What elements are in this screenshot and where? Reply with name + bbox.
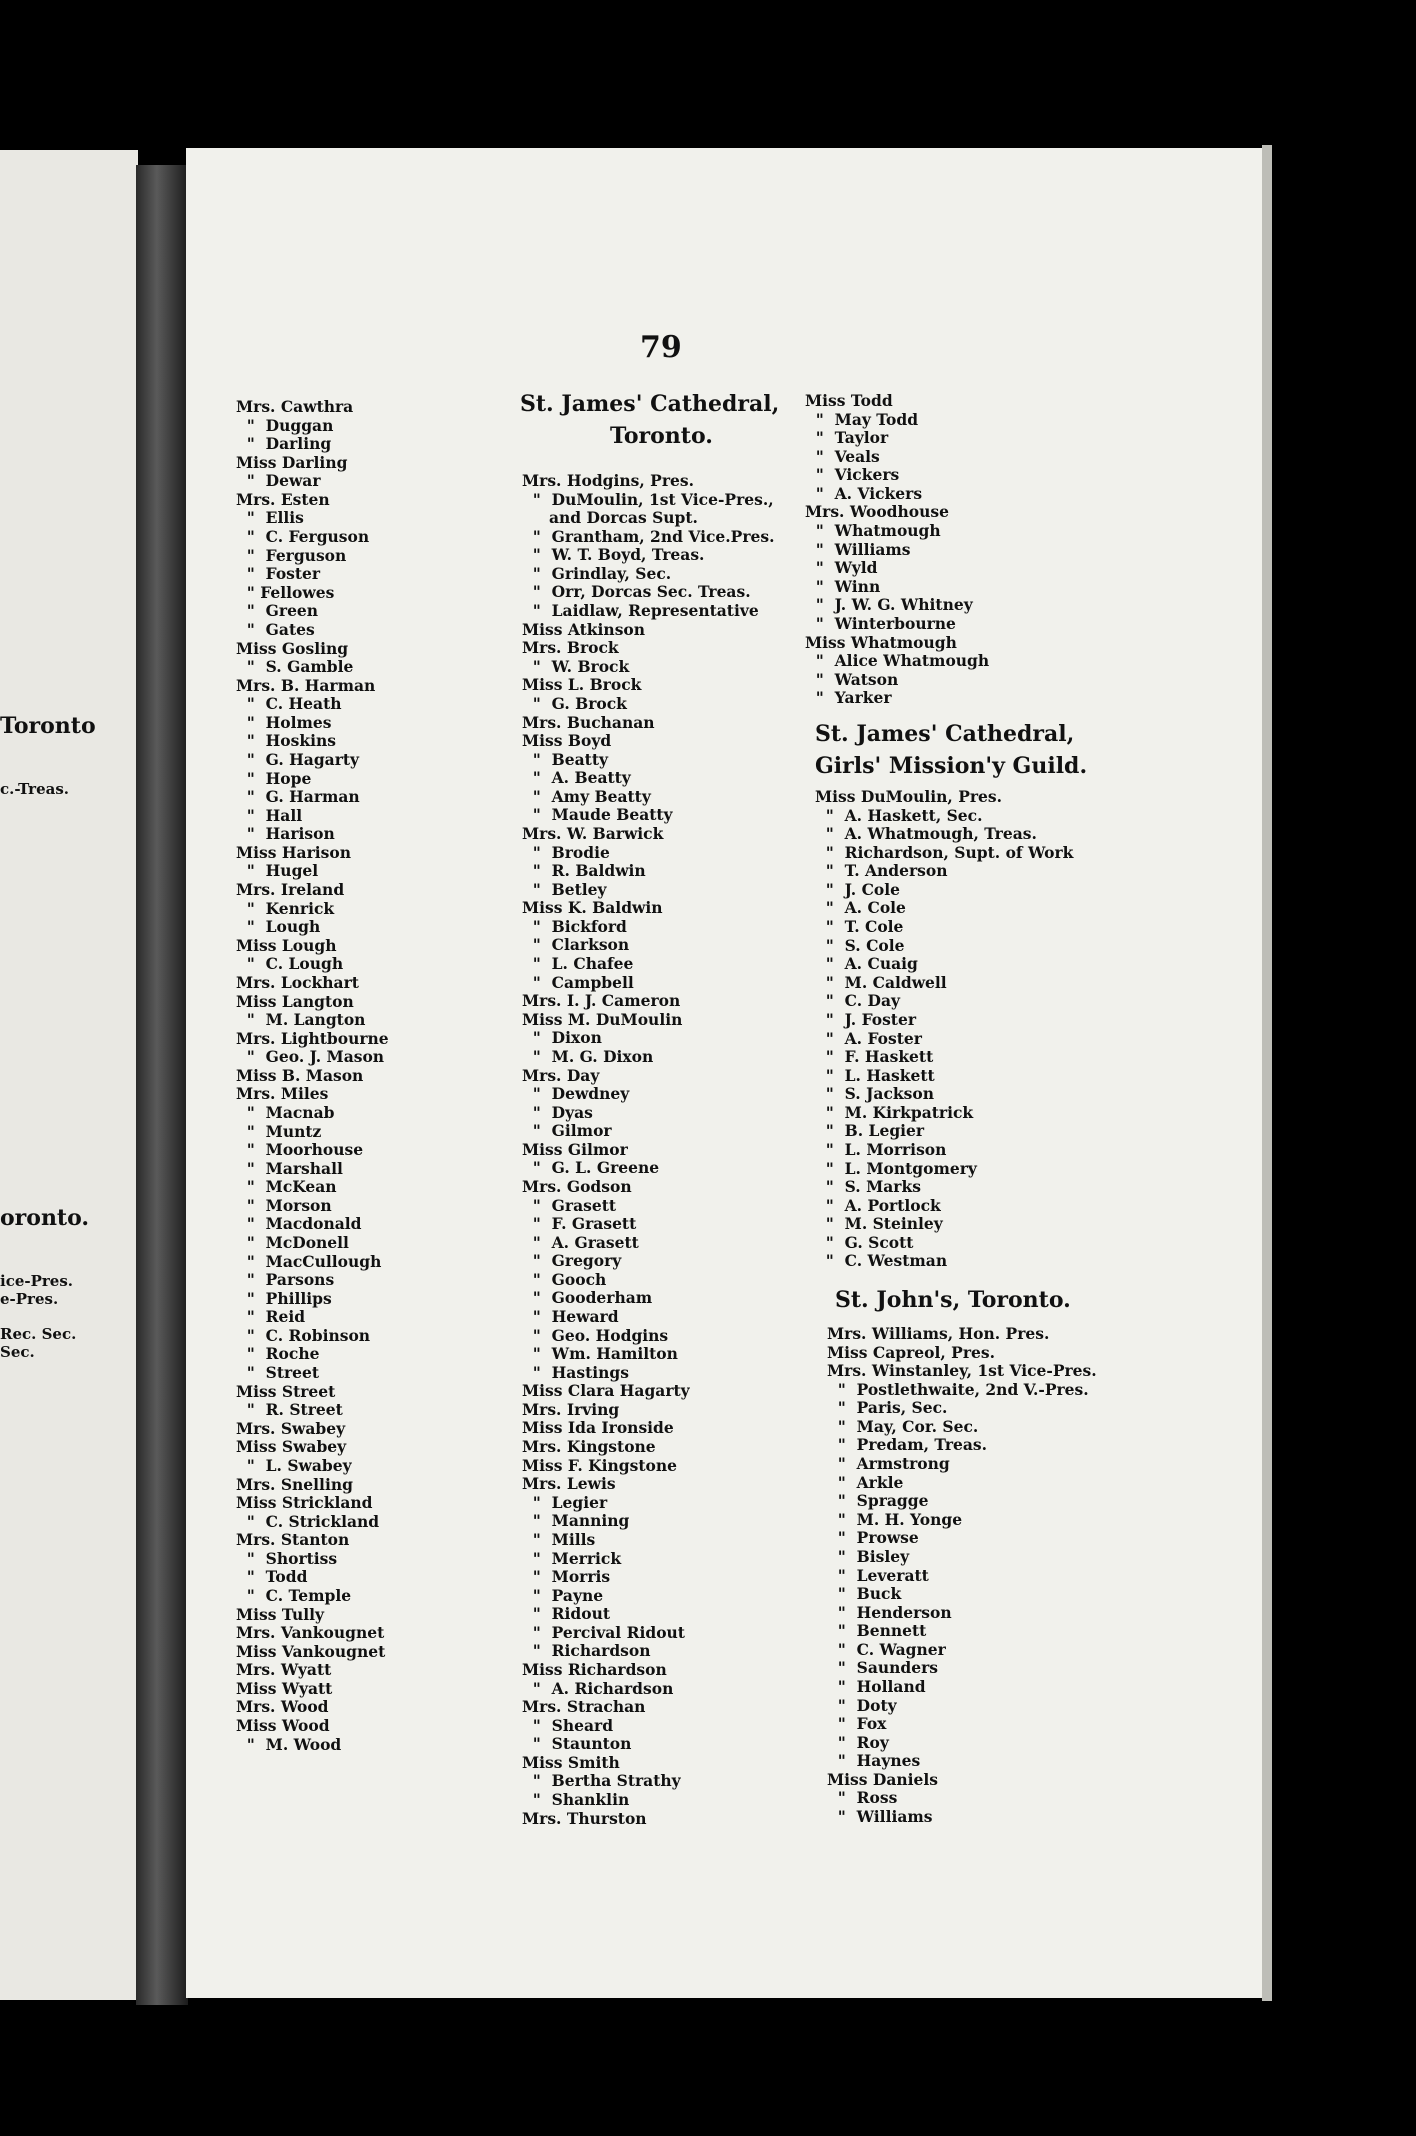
member-entry: " Richardson <box>522 1641 651 1661</box>
member-list-column-2 <box>522 472 774 1828</box>
section-heading-toronto: Toronto. <box>610 423 713 449</box>
member-entry: Mrs. Kingstone <box>522 1437 656 1457</box>
member-entry: Miss Street <box>236 1381 336 1401</box>
member-entry: " Percival Ridout <box>522 1622 685 1642</box>
member-entry: " Gilmor <box>522 1121 612 1141</box>
member-entry: Mrs. Ireland <box>236 880 345 900</box>
member-list-column-1 <box>236 398 389 1754</box>
member-entry: " Ferguson <box>236 545 347 565</box>
member-entry: " Marshall <box>236 1158 343 1178</box>
member-entry: " McDonell <box>236 1233 349 1253</box>
member-entry: " Predam, Treas. <box>827 1435 988 1455</box>
member-entry: Mrs. I. J. Cameron <box>522 991 681 1011</box>
member-entry: " Holland <box>827 1676 926 1696</box>
member-entry: Mrs. Godson <box>522 1176 632 1196</box>
member-entry: " Maude Beatty <box>522 805 673 825</box>
member-entry: " Ridout <box>522 1604 611 1624</box>
member-entry: " Beatty <box>522 749 608 769</box>
member-entry: " Bennett <box>827 1621 927 1641</box>
member-entry: " Legier <box>522 1492 608 1512</box>
member-entry: Mrs. Cawthra <box>236 397 354 416</box>
member-entry: " Haynes <box>827 1751 921 1771</box>
member-entry: " MacCullough <box>236 1251 382 1271</box>
member-entry: " Green <box>236 601 319 621</box>
member-entry: " Bickford <box>522 916 627 936</box>
member-entry: " Sheard <box>522 1715 614 1735</box>
member-entry: " Doty <box>827 1695 897 1715</box>
member-entry: " Buck <box>827 1584 902 1604</box>
member-entry: Miss Capreol, Pres. <box>827 1342 995 1362</box>
member-entry: Miss Vankougnet <box>236 1641 386 1661</box>
member-entry: " Paris, Sec. <box>827 1398 948 1418</box>
member-entry: " Holmes <box>236 712 332 732</box>
member-entry: Miss K. Baldwin <box>522 898 663 918</box>
member-entry: " Gates <box>236 619 315 639</box>
member-entry: Miss M. DuMoulin <box>522 1009 683 1029</box>
member-entry: " G. Harman <box>236 787 360 807</box>
member-entry: Mrs. Vankougnet <box>236 1623 385 1643</box>
member-entry: Miss Wood <box>236 1716 330 1736</box>
member-entry: " Shanklin <box>522 1790 630 1810</box>
member-entry: " S. Jackson <box>815 1084 934 1104</box>
member-entry: " A. Richardson <box>522 1678 674 1698</box>
member-entry: " Laidlaw, Representative <box>522 601 759 621</box>
member-entry: " Dixon <box>522 1028 602 1048</box>
member-entry: " Muntz <box>236 1121 322 1141</box>
member-entry: " Street <box>236 1363 320 1383</box>
member-entry: " Darling <box>236 434 332 454</box>
member-entry: " W. T. Boyd, Treas. <box>522 545 705 565</box>
member-entry: " A. Vickers <box>805 483 923 503</box>
member-entry: Mrs. Strachan <box>522 1697 646 1717</box>
member-entry: " Amy Beatty <box>522 786 651 806</box>
member-entry: " Wyld <box>805 558 878 578</box>
member-entry: " Manning <box>522 1511 630 1531</box>
member-entry: " W. Brock <box>522 656 630 676</box>
member-entry: " Ellis <box>236 508 304 528</box>
member-entry: " Shortiss <box>236 1548 338 1568</box>
member-entry: " F. Haskett <box>815 1047 934 1067</box>
member-entry: Mrs. Snelling <box>236 1474 353 1494</box>
member-entry: " S. Marks <box>815 1177 921 1197</box>
member-entry: " S. Gamble <box>236 657 354 677</box>
member-entry: Miss Wyatt <box>236 1678 333 1698</box>
member-entry: " Grantham, 2nd Vice.Pres. <box>522 526 775 546</box>
member-entry: " A. Portlock <box>815 1195 941 1215</box>
member-entry: " Gregory <box>522 1251 622 1271</box>
member-entry: " S. Cole <box>815 935 905 955</box>
member-entry: " Saunders <box>827 1658 939 1678</box>
member-entry: " A. Cuaig <box>815 954 918 974</box>
member-entry: Mrs. Brock <box>522 638 619 658</box>
member-entry: Mrs. Wyatt <box>236 1660 332 1680</box>
left-fragment: Sec. <box>0 1343 35 1361</box>
member-entry: " M. Langton <box>236 1010 366 1030</box>
section-heading-st-james-cathedral-guild: St. James' Cathedral, <box>815 721 1075 747</box>
member-entry: " Dewar <box>236 471 321 491</box>
left-fragment: ice-Pres. <box>0 1272 73 1290</box>
member-entry: Miss Tully <box>236 1604 325 1624</box>
section-heading-girls-missiony-guild: Girls' Mission'y Guild. <box>815 753 1088 779</box>
member-entry: and Dorcas Supt. <box>522 508 698 528</box>
member-entry: " Hugel <box>236 861 319 881</box>
member-entry: Miss Whatmough <box>805 632 957 652</box>
member-entry: " C. Heath <box>236 694 342 714</box>
member-entry: Miss Boyd <box>522 731 612 751</box>
book-spine <box>136 165 188 2005</box>
member-entry: Miss Gilmor <box>522 1139 628 1159</box>
member-entry: Miss Lough <box>236 935 337 955</box>
member-entry: " Roche <box>236 1344 320 1364</box>
member-entry: " Kenrick <box>236 898 335 918</box>
member-entry: " Merrick <box>522 1548 622 1568</box>
member-entry: " G. Brock <box>522 693 627 713</box>
member-entry: Mrs. Buchanan <box>522 712 655 732</box>
member-entry: " C. Ferguson <box>236 527 370 547</box>
member-entry: " Watson <box>805 669 899 689</box>
member-entry: " Macnab <box>236 1102 335 1122</box>
member-entry: " A. Foster <box>815 1028 922 1048</box>
member-entry: " G. L. Greene <box>522 1158 660 1178</box>
member-entry: " Hoskins <box>236 731 336 751</box>
member-entry: Mrs. Winstanley, 1st Vice-Pres. <box>827 1361 1097 1381</box>
guild-member-list <box>815 788 1073 1271</box>
member-entry: " Prowse <box>827 1528 919 1548</box>
member-entry: Mrs. Lewis <box>522 1474 616 1494</box>
member-entry: " L. Montgomery <box>815 1158 977 1178</box>
member-entry: " Alice Whatmough <box>805 651 990 671</box>
member-entry: " Grasett <box>522 1195 617 1215</box>
member-entry: " Fox <box>827 1714 887 1734</box>
member-entry: Mrs. Lightbourne <box>236 1028 389 1048</box>
member-entry: " J. Cole <box>815 879 901 899</box>
member-entry: " Hope <box>236 768 312 788</box>
member-entry: " Hall <box>236 805 303 825</box>
member-entry: " Phillips <box>236 1288 332 1308</box>
member-entry: " Moorhouse <box>236 1140 364 1160</box>
member-entry: " Williams <box>827 1807 933 1827</box>
member-entry: " A. Whatmough, Treas. <box>815 824 1037 844</box>
member-entry: " M. H. Yonge <box>827 1509 963 1529</box>
member-entry: Mrs. Esten <box>236 489 330 509</box>
member-entry: " Lough <box>236 917 321 937</box>
member-entry: Mrs. Miles <box>236 1084 329 1104</box>
member-entry: Mrs. Irving <box>522 1399 620 1419</box>
member-entry: " M. Kirkpatrick <box>815 1102 974 1122</box>
member-entry: " Armstrong <box>827 1454 950 1474</box>
member-entry: " Williams <box>805 539 911 559</box>
member-entry: " Taylor <box>805 428 889 448</box>
member-entry: " Leveratt <box>827 1565 929 1585</box>
page-edge <box>1262 145 1272 2001</box>
member-entry: Miss L. Brock <box>522 675 642 695</box>
left-fragment: c.-Treas. <box>0 780 70 798</box>
member-entry: Miss Todd <box>805 391 893 410</box>
member-entry: " F. Grasett <box>522 1214 637 1234</box>
member-entry: Miss Gosling <box>236 638 349 658</box>
member-entry: " Payne <box>522 1585 604 1605</box>
member-entry: Miss Daniels <box>827 1769 939 1789</box>
member-entry: " Morson <box>236 1195 332 1215</box>
left-fragment: e-Pres. <box>0 1290 59 1308</box>
member-entry: " Gooch <box>522 1269 607 1289</box>
member-entry: Mrs. Stanton <box>236 1530 350 1550</box>
member-entry: " May Todd <box>805 409 919 429</box>
member-entry: " T. Anderson <box>815 861 948 881</box>
left-page <box>0 150 138 2000</box>
member-entry: Mrs. Williams, Hon. Pres. <box>827 1324 1050 1343</box>
member-entry: " A. Beatty <box>522 768 631 788</box>
member-entry: Miss Langton <box>236 991 354 1011</box>
member-entry: Mrs. Thurston <box>522 1808 647 1828</box>
left-fragment: Toronto <box>0 713 96 739</box>
member-entry: " Harison <box>236 824 335 844</box>
member-entry: Miss Ida Ironside <box>522 1418 674 1438</box>
member-entry: " Orr, Dorcas Sec. Treas. <box>522 582 751 602</box>
member-entry: Miss DuMoulin, Pres. <box>815 787 1003 806</box>
member-entry: " C. Robinson <box>236 1325 371 1345</box>
member-entry: " G. Scott <box>815 1232 914 1252</box>
member-entry: " Whatmough <box>805 521 941 541</box>
member-entry: " A. Cole <box>815 898 906 918</box>
member-entry: " C. Temple <box>236 1586 352 1605</box>
member-entry: " L. Chafee <box>522 954 634 974</box>
member-entry: Miss Strickland <box>236 1493 373 1513</box>
member-entry: " Bisley <box>827 1546 910 1566</box>
member-entry: Miss Atkinson <box>522 619 646 639</box>
member-entry: Miss Harison <box>236 842 351 862</box>
member-entry: " Clarkson <box>522 935 630 955</box>
member-entry: Miss Darling <box>236 452 348 472</box>
member-entry: " Grindlay, Sec. <box>522 563 672 583</box>
left-fragment: oronto. <box>0 1205 90 1231</box>
member-entry: " Parsons <box>236 1270 335 1290</box>
member-entry: Miss Swabey <box>236 1437 347 1457</box>
member-entry: Mrs. W. Barwick <box>522 823 664 843</box>
member-entry: " Winterbourne <box>805 613 956 633</box>
member-entry: " C. Strickland <box>236 1511 380 1531</box>
member-entry: " J. Foster <box>815 1009 916 1029</box>
member-entry: " Wm. Hamilton <box>522 1344 678 1364</box>
member-entry: " R. Baldwin <box>522 861 646 881</box>
member-entry: " L. Swabey <box>236 1455 352 1475</box>
member-entry: Mrs. Day <box>522 1065 600 1085</box>
member-entry: " Staunton <box>522 1734 632 1754</box>
member-entry: " Spragge <box>827 1491 929 1511</box>
member-entry: Miss B. Mason <box>236 1065 364 1085</box>
member-entry: " Dewdney <box>522 1084 630 1104</box>
member-entry: " M. Caldwell <box>815 972 947 992</box>
member-entry: " Henderson <box>827 1602 952 1622</box>
member-entry: " Richardson, Supt. of Work <box>815 842 1074 862</box>
member-entry: " Todd <box>236 1567 308 1587</box>
member-entry: " Mills <box>522 1529 596 1549</box>
member-entry: " Dyas <box>522 1102 593 1122</box>
member-entry: Mrs. Hodgins, Pres. <box>522 471 694 490</box>
member-entry: Mrs. Woodhouse <box>805 502 949 522</box>
member-entry: " C. Wagner <box>827 1639 946 1659</box>
member-entry: " Geo. Hodgins <box>522 1325 669 1345</box>
member-entry: Mrs. Lockhart <box>236 972 359 992</box>
member-entry: Mrs. B. Harman <box>236 675 376 695</box>
member-entry: " M. G. Dixon <box>522 1046 654 1066</box>
member-entry: " C. Day <box>815 991 901 1011</box>
member-entry: " Yarker <box>805 688 892 708</box>
member-entry: " G. Hagarty <box>236 749 360 769</box>
member-entry: Mrs. Wood <box>236 1697 329 1717</box>
member-entry: " Macdonald <box>236 1214 362 1234</box>
member-entry: " R. Street <box>236 1400 343 1420</box>
member-entry: " B. Legier <box>815 1121 925 1141</box>
member-entry: " Morris <box>522 1567 611 1587</box>
member-entry: " M. Wood <box>236 1734 342 1754</box>
member-entry: Miss F. Kingstone <box>522 1455 677 1475</box>
member-entry: " McKean <box>236 1177 337 1197</box>
member-entry: " Geo. J. Mason <box>236 1047 385 1067</box>
member-entry: " DuMoulin, 1st Vice-Pres., <box>522 489 774 509</box>
member-entry: " T. Cole <box>815 917 904 937</box>
page-number: 79 <box>640 330 682 365</box>
member-entry: Miss Smith <box>522 1752 620 1772</box>
section-heading-st-james-cathedral: St. James' Cathedral, <box>520 391 780 417</box>
member-entry: " Campbell <box>522 972 634 992</box>
member-entry: " Heward <box>522 1307 619 1327</box>
member-list-column-3 <box>805 392 989 708</box>
member-entry: " Hastings <box>522 1362 629 1382</box>
st-johns-member-list <box>827 1325 1097 1827</box>
member-entry: Miss Clara Hagarty <box>522 1381 690 1401</box>
member-entry: Miss Richardson <box>522 1660 667 1679</box>
member-entry: Mrs. Swabey <box>236 1418 346 1438</box>
left-fragment: Rec. Sec. <box>0 1325 77 1343</box>
member-entry: " C. Westman <box>815 1251 948 1271</box>
member-entry: " Gooderham <box>522 1288 653 1308</box>
member-entry: " A. Haskett, Sec. <box>815 805 983 825</box>
section-heading-st-johns-toronto: St. John's, Toronto. <box>835 1287 1071 1313</box>
member-entry: " Postlethwaite, 2nd V.-Pres. <box>827 1379 1089 1399</box>
member-entry: " Arkle <box>827 1472 904 1492</box>
member-entry: " C. Lough <box>236 954 344 974</box>
member-entry: " Roy <box>827 1732 889 1752</box>
member-entry: " M. Steinley <box>815 1214 943 1234</box>
member-entry: " L. Haskett <box>815 1065 935 1085</box>
member-entry: " Winn <box>805 576 881 596</box>
member-entry: " A. Grasett <box>522 1232 639 1252</box>
member-entry: " Vickers <box>805 465 900 485</box>
member-entry: " Ross <box>827 1788 898 1808</box>
member-entry: " Veals <box>805 446 880 466</box>
member-entry: " Bertha Strathy <box>522 1771 681 1791</box>
member-entry: " Brodie <box>522 842 610 862</box>
member-entry: " J. W. G. Whitney <box>805 595 973 615</box>
member-entry: " Fellowes <box>236 582 335 602</box>
member-entry: " Betley <box>522 879 607 899</box>
member-entry: " Reid <box>236 1307 306 1327</box>
member-entry: " Foster <box>236 564 321 584</box>
member-entry: " Duggan <box>236 415 334 435</box>
member-entry: " L. Morrison <box>815 1139 947 1159</box>
member-entry: " May, Cor. Sec. <box>827 1416 979 1436</box>
